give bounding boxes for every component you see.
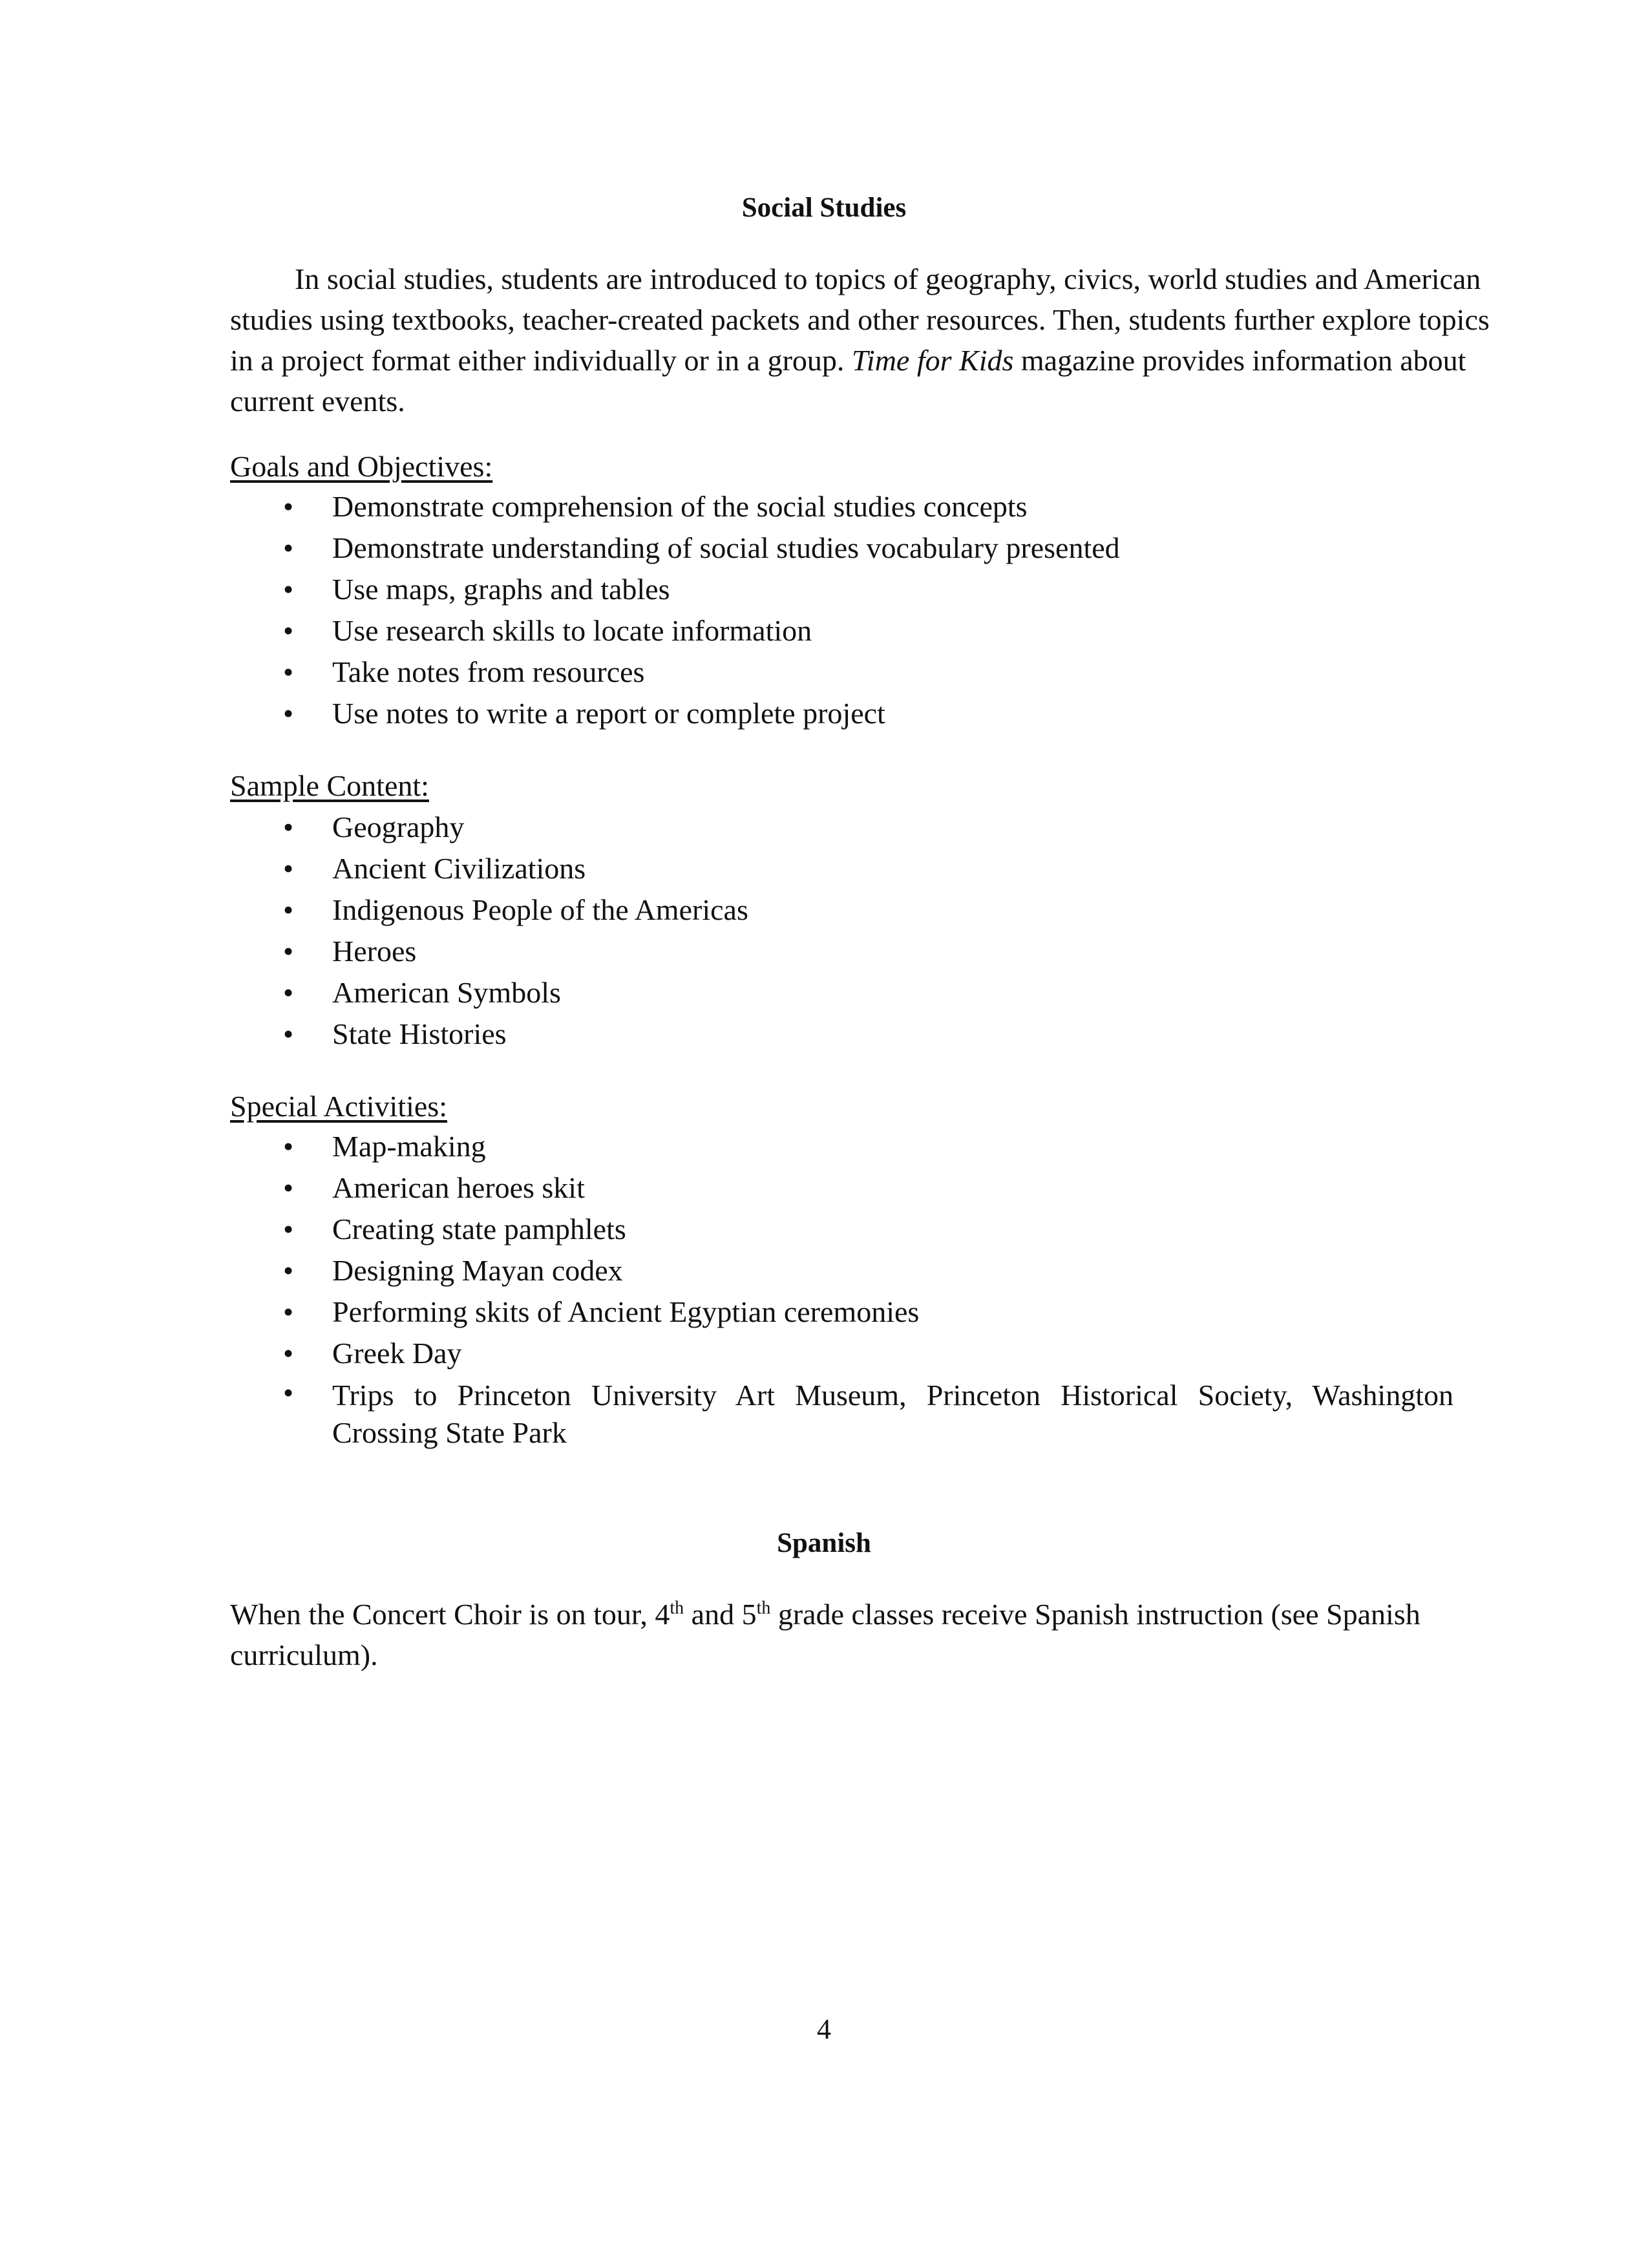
intro-text-start: In social studies, students are introduced to topics of geography, civics, world studies and American studies using textbooks, teacher-created packets and other resources. Then, students further explore topics in a project format either individually or in a group. <box>230 262 1490 377</box>
list-item: • Demonstrate understanding of social studies vocabulary presented <box>230 527 1523 569</box>
bullet-icon: • <box>283 655 294 688</box>
bullet-icon: • <box>283 1295 294 1328</box>
social-studies-heading: Social Studies <box>741 193 907 223</box>
bullet-icon: • <box>283 573 294 606</box>
list-item <box>230 1374 1523 1452</box>
bullet-icon: • <box>283 531 294 564</box>
bullet-icon: • <box>283 1376 294 1409</box>
list-item: • Demonstrate comprehension of the social studies concepts <box>230 486 1523 527</box>
spanish-paragraph: When the Concert Choir is on tour, 4th and 5th grade classes receive Spanish instruction (see Spanish curriculum). <box>230 1598 1421 1671</box>
list-item: • Use research skills to locate information <box>230 610 1523 652</box>
trips-line-1: Trips to Princeton University Art Museum, Princeton Historical Society, Washington <box>332 1379 1453 1412</box>
list-item: • Heroes <box>230 931 1523 972</box>
list-item: • Designing Mayan codex <box>230 1250 1523 1291</box>
list-item: • Greek Day <box>230 1333 1523 1374</box>
list-item: • State Histories <box>230 1013 1523 1055</box>
list-item: • Use notes to write a report or complete project <box>230 693 1523 734</box>
goals-label: Goals and Objectives: <box>230 450 493 483</box>
list-item: • Performing skits of Ancient Egyptian ceremonies <box>230 1291 1523 1333</box>
list-item: • Geography <box>230 807 1523 848</box>
list-item: • Map-making <box>230 1126 1523 1167</box>
bullet-icon: • <box>283 614 294 647</box>
intro-magazine-title: Time for Kids <box>851 344 1014 377</box>
bullet-icon: • <box>283 811 294 843</box>
bullet-icon: • <box>283 1213 294 1245</box>
bullet-icon: • <box>283 490 294 523</box>
trips-line-2: Crossing State Park <box>332 1416 567 1449</box>
list-item: • Ancient Civilizations <box>230 848 1523 889</box>
bullet-icon: • <box>283 1171 294 1204</box>
goals-list <box>230 486 1523 734</box>
list-item: • American Symbols <box>230 972 1523 1013</box>
list-item: • Use maps, graphs and tables <box>230 569 1523 610</box>
bullet-icon: • <box>283 935 294 968</box>
bullet-icon: • <box>283 976 294 1009</box>
sample-content-list <box>230 807 1523 1055</box>
bullet-icon: • <box>283 1254 294 1287</box>
list-item: • American heroes skit <box>230 1167 1523 1209</box>
bullet-icon: • <box>283 852 294 885</box>
bullet-icon: • <box>283 1130 294 1163</box>
list-item: • Creating state pamphlets <box>230 1209 1523 1250</box>
bullet-icon: • <box>283 893 294 926</box>
spanish-heading: Spanish <box>777 1528 871 1558</box>
bullet-icon: • <box>283 1017 294 1050</box>
social-studies-intro <box>230 259 1516 421</box>
sample-content-label: Sample Content: <box>230 769 429 802</box>
page-number: 4 <box>817 2013 831 2045</box>
bullet-icon: • <box>283 1337 294 1370</box>
special-activities-list <box>230 1126 1523 1452</box>
list-item: • Take notes from resources <box>230 652 1523 693</box>
special-activities-label: Special Activities: <box>230 1090 447 1123</box>
intro-text-end: magazine provides information about current events. <box>230 344 1466 418</box>
bullet-icon: • <box>283 697 294 730</box>
list-item: • Indigenous People of the Americas <box>230 889 1523 931</box>
